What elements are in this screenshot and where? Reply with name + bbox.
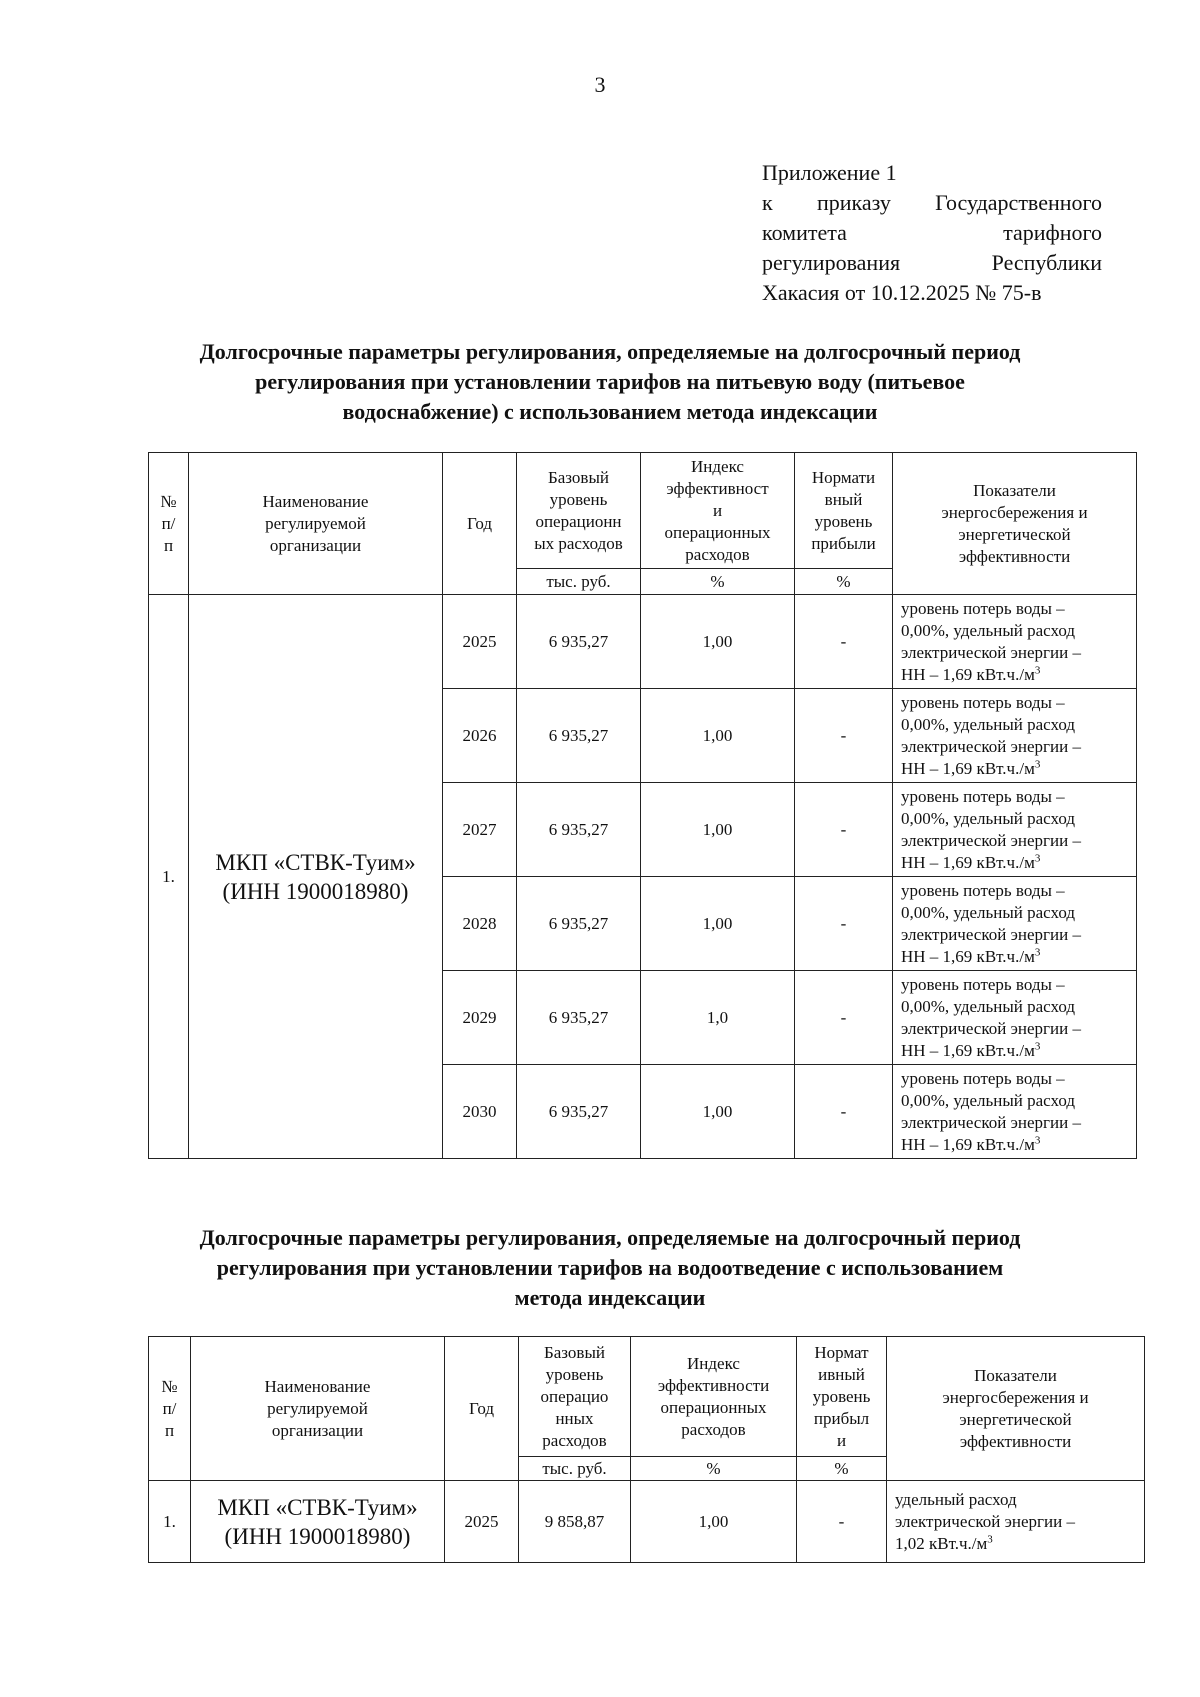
header-num: № п/ п	[149, 453, 189, 595]
cell-index: 1,00	[631, 1481, 797, 1563]
cell-profit: -	[795, 1065, 893, 1159]
header-profit: Нормати вный уровень прибыли	[795, 453, 893, 569]
unit-base: тыс. руб.	[519, 1457, 631, 1481]
unit-base: тыс. руб.	[517, 569, 641, 595]
cell-indicators: уровень потерь воды – 0,00%, удельный расход электрической энергии – НН – 1,69 $кВт.ч./м^3$	[893, 689, 1137, 783]
cell-profit: -	[795, 595, 893, 689]
section2-title: Долгосрочные параметры регулирования, определяемые на долгосрочный период регулирования при установлении тарифов на водоотведение с использованием метода индексации	[199, 1225, 1021, 1310]
cell-base: 6 935,27	[517, 595, 641, 689]
appendix-line-4: регулирования Республики	[762, 250, 1102, 275]
cell-index: 1,00	[641, 689, 795, 783]
section2-table	[148, 1336, 1145, 1563]
page-number: 3	[594, 72, 606, 97]
header-num: № п/ п	[149, 1337, 191, 1481]
organization-name: МКП «СТВК-Туим» (ИНН 1900018980)	[191, 1481, 445, 1563]
header-org: Наименование регулируемой организации	[191, 1337, 445, 1481]
header-index: Индекс эффективности операционных расходов	[631, 1337, 797, 1457]
table-header-row	[149, 453, 1137, 569]
section1-title: Долгосрочные параметры регулирования, определяемые на долгосрочный период регулирования при установлении тарифов на питьевую воду (питьевое водоснабжение) с использованием метода индексации	[199, 339, 1021, 424]
appendix-line-5: Хакасия от 10.12.2025 № 75-в	[762, 280, 1042, 305]
cell-year: 2028	[443, 877, 517, 971]
header-base: Базовый уровень операционн ых расходов	[517, 453, 641, 569]
cell-indicators: уровень потерь воды – 0,00%, удельный расход электрической энергии – НН – 1,69 $кВт.ч./м^3$	[893, 1065, 1137, 1159]
cell-index: 1,00	[641, 783, 795, 877]
table-header-row	[149, 1337, 1145, 1457]
cell-indicators: уровень потерь воды – 0,00%, удельный расход электрической энергии – НН – 1,69 $кВт.ч./м^3$	[893, 595, 1137, 689]
header-profit: Нормат ивный уровень прибыл и	[797, 1337, 887, 1457]
cell-year: 2026	[443, 689, 517, 783]
header-org: Наименование регулируемой организации	[189, 453, 443, 595]
organization-name: МКП «СТВК-Туим» (ИНН 1900018980)	[189, 595, 443, 1159]
cell-year: 2030	[443, 1065, 517, 1159]
cell-profit: -	[795, 783, 893, 877]
unit-profit: %	[795, 569, 893, 595]
cell-profit: -	[795, 971, 893, 1065]
appendix-line-3: комитета тарифного	[762, 220, 1102, 245]
cell-indicators: уровень потерь воды – 0,00%, удельный расход электрической энергии – НН – 1,69 $кВт.ч./м^3$	[893, 877, 1137, 971]
header-base: Базовый уровень операцио нных расходов	[519, 1337, 631, 1457]
cell-year: 2025	[443, 595, 517, 689]
cell-indicators: уровень потерь воды – 0,00%, удельный расход электрической энергии – НН – 1,69 $кВт.ч./м^3$	[893, 971, 1137, 1065]
cell-profit: -	[795, 877, 893, 971]
unit-profit: %	[797, 1457, 887, 1481]
header-year: Год	[445, 1337, 519, 1481]
cell-indicators: удельный расход электрической энергии – 1,02 $кВт.ч./м^3$	[887, 1481, 1145, 1563]
cell-indicators: уровень потерь воды – 0,00%, удельный расход электрической энергии – НН – 1,69 $кВт.ч./м^3$	[893, 783, 1137, 877]
cell-base: 6 935,27	[517, 877, 641, 971]
header-index: Индекс эффективност и операционных расходов	[641, 453, 795, 569]
cell-base: 6 935,27	[517, 971, 641, 1065]
appendix-block	[762, 158, 1102, 308]
cell-index: 1,0	[641, 971, 795, 1065]
row-number: 1.	[149, 1481, 191, 1563]
unit-index: %	[631, 1457, 797, 1481]
cell-year: 2027	[443, 783, 517, 877]
table-row	[149, 595, 1137, 689]
cell-profit: -	[797, 1481, 887, 1563]
cell-base: 6 935,27	[517, 1065, 641, 1159]
header-indicators: Показатели энергосбережения и энергетической эффективности	[893, 453, 1137, 595]
cell-base: 6 935,27	[517, 689, 641, 783]
cell-year: 2029	[443, 971, 517, 1065]
section1-table	[148, 452, 1137, 1159]
appendix-line-2: к приказу Государственного	[762, 190, 1102, 215]
cell-base: 6 935,27	[517, 783, 641, 877]
cell-index: 1,00	[641, 595, 795, 689]
cell-index: 1,00	[641, 1065, 795, 1159]
table-row	[149, 1481, 1145, 1563]
appendix-line-1: Приложение 1	[762, 160, 897, 185]
header-indicators: Показатели энергосбережения и энергетической эффективности	[887, 1337, 1145, 1481]
cell-profit: -	[795, 689, 893, 783]
cell-index: 1,00	[641, 877, 795, 971]
cell-year: 2025	[445, 1481, 519, 1563]
row-number: 1.	[149, 595, 189, 1159]
unit-index: %	[641, 569, 795, 595]
cell-base: 9 858,87	[519, 1481, 631, 1563]
header-year: Год	[443, 453, 517, 595]
